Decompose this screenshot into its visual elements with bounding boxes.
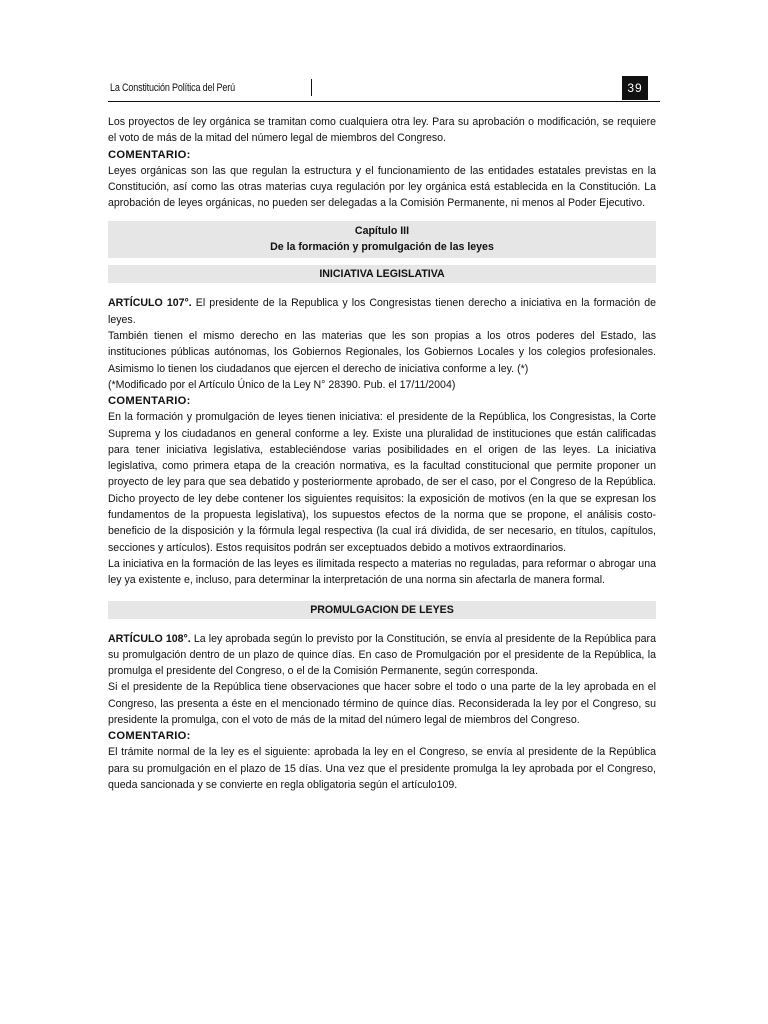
- header-separator: [311, 79, 312, 96]
- comment-label: COMENTARIO:: [108, 395, 191, 408]
- article-108-label: ARTÍCULO 108°.: [108, 632, 191, 645]
- article-108-text: La ley aprobada según lo previsto por la Constitución, se envía al presidente de la República para su promulgación dentro de un plazo de quince días. En caso de Promulgación por el presidente de la República, la promulga el presidente del Congreso, o el de la Comisión Permanente, según corresponda.: [108, 632, 656, 678]
- section-heading-promulgacion: PROMULGACION DE LEYES: [108, 601, 656, 619]
- article-107: [108, 295, 656, 328]
- intro-comment: Leyes orgánicas son las que regulan la estructura y el funcionamiento de las entidades estatales previstas en la Constitución, así como las otras materias cuya regulación por ley orgánica está establecida en la Constitución. La aprobación de leyes orgánicas, no pueden ser delegadas a la Comisión Permanente, ni menos al Poder Ejecutivo.: [108, 164, 656, 210]
- comment-label: COMENTARIO:: [108, 148, 191, 161]
- page-number: 39: [622, 76, 648, 100]
- article-107-paragraph-2: También tienen el mismo derecho en las materias que les son propias a los otros poderes del Estado, las instituciones públicas autónomas, los Gobiernos Regionales, los Gobiernos Locales y los colegios profesionales. Asimismo lo tienen los ciudadanos que ejercen el derecho de iniciativa conforme a ley. (*): [108, 330, 656, 375]
- section1-comment-2: La iniciativa en la formación de las leyes es ilimitada respecto a materias no reguladas, para reformar o abrogar una ley ya existente e, incluso, para determinar la interpretación de una norma sin afectarla de manera formal.: [108, 557, 656, 587]
- section-heading-iniciativa: INICIATIVA LEGISLATIVA: [108, 265, 656, 283]
- section2-comment: El trámite normal de la ley es el siguiente: aprobada la ley en el Congreso, se envía al presidente de la República para su promulgación en el plazo de 15 días. Una vez que el presidente promulga la ley aprobada por el Congreso, queda sancionada y se convierte en regla obligatoria según el artículo109.: [108, 746, 656, 791]
- chapter-title: De la formación y promulgación de las leyes: [270, 241, 494, 254]
- intro-paragraph: Los proyectos de ley orgánica se tramitan como cualquiera otra ley. Para su aprobación o modificación, se requiere el voto de más de la mitad del número legal de miembros del Congreso.: [108, 116, 656, 145]
- article-107-note: (*Modificado por el Artículo Único de la Ley N° 28390. Pub. el 17/11/2004): [108, 378, 456, 391]
- header-rule: [108, 101, 660, 102]
- page-content: [108, 114, 656, 793]
- article-108: [108, 631, 656, 680]
- article-107-text: El presidente de la Republica y los Congresistas tienen derecho a iniciativa en la formación de leyes.: [108, 297, 656, 326]
- article-108-paragraph-2: Si el presidente de la República tiene observaciones que hacer sobre el todo o una parte de la ley aprobada en el Congreso, las presenta a éste en el mencionado término de quince días. Reconsiderada la ley por el Congreso, su presidente la promulga, con el voto de más de la mitad del número legal de miembros del Congreso.: [108, 681, 656, 727]
- comment-label: COMENTARIO:: [108, 730, 191, 743]
- article-107-label: ARTÍCULO 107°.: [108, 297, 192, 310]
- chapter-number: Capítulo III: [354, 225, 410, 238]
- running-title: La Constitución Política del Perú: [110, 82, 235, 94]
- page-header: [108, 76, 660, 102]
- section1-comment-1: En la formación y promulgación de leyes tienen iniciativa: el presidente de la República, los Congresistas, la Corte Suprema y los ciudadanos en general conforme a ley. Existe una pluralidad de instituciones que están calificadas para tener iniciativa legislativa, estableciéndose varias posibilidades en el origen de las leyes. La iniciativa legislativa, como primera etapa de la creación normativa, es la facultad constitucional que permite proponer un proyecto de ley para que sea debatido y posteriormente aprobado, de ser el caso, por el Congreso de la República. Dicho proyecto de ley debe contener los siguientes requisitos: la exposición de motivos (en la que se expresan los fundamentos de la propuesta legislativa), los supuestos efectos de la norma que se propone, el análisis costo-beneficio de la disposición y la fórmula legal respectiva (la cual irá dividida, de ser necesario, en títulos, capítulos, secciones y artículos). Estos requisitos podrán ser exceptuados debido a motivos extraordinarios.: [108, 411, 656, 554]
- chapter-heading: [108, 221, 656, 258]
